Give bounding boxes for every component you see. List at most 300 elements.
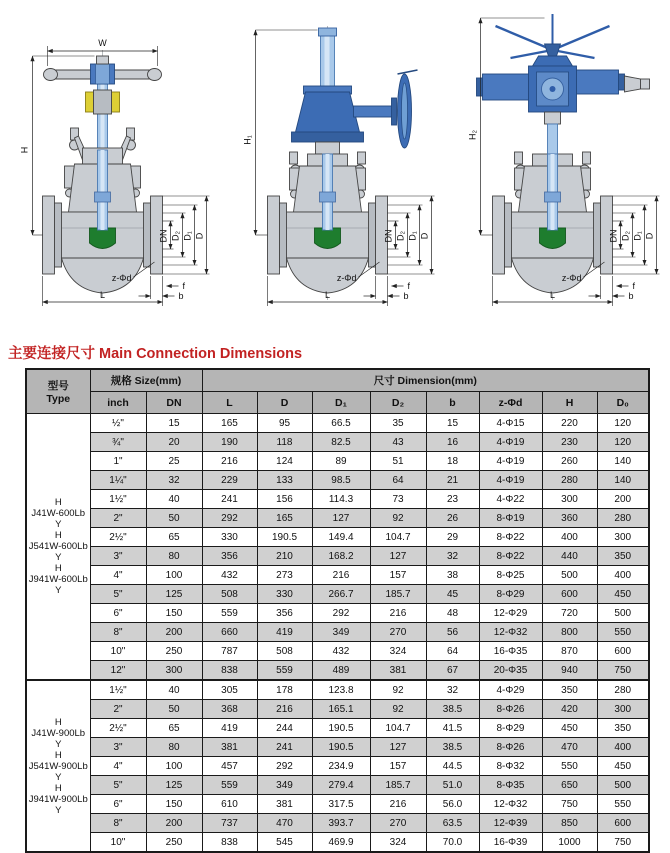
gear-housing xyxy=(296,92,360,132)
table-cell: 280 xyxy=(597,509,649,528)
table-cell: 273 xyxy=(257,566,312,585)
valve-type-line: J541W-600Lb xyxy=(28,541,88,552)
table-cell: 508 xyxy=(202,585,257,604)
table-cell: 317.5 xyxy=(312,795,370,814)
table-cell: 241 xyxy=(257,738,312,757)
table-cell: 419 xyxy=(202,719,257,738)
table-cell: 80 xyxy=(146,547,202,566)
table-cell: 216 xyxy=(202,452,257,471)
table-cell: 5" xyxy=(90,585,146,604)
col-header-inch: inch xyxy=(90,392,146,414)
valve-type-line: Y xyxy=(55,519,62,530)
table-cell: 21 xyxy=(426,471,479,490)
table-row xyxy=(26,566,649,585)
table-cell: 70.0 xyxy=(426,833,479,853)
table-cell: 500 xyxy=(597,604,649,623)
dim-label-w: W xyxy=(98,38,107,48)
table-cell: 1¼" xyxy=(90,471,146,490)
table-cell: 8-Φ22 xyxy=(479,528,542,547)
table-cell: 149.4 xyxy=(312,528,370,547)
table-cell: 8-Φ19 xyxy=(479,509,542,528)
table-cell: 470 xyxy=(542,738,597,757)
table-cell: 82.5 xyxy=(312,433,370,452)
table-cell: 545 xyxy=(257,833,312,853)
table-cell: 185.7 xyxy=(370,776,426,795)
table-cell: 368 xyxy=(202,700,257,719)
table-cell: 1000 xyxy=(542,833,597,853)
dim-label-dn: DN xyxy=(608,229,619,243)
table-cell: 324 xyxy=(370,833,426,853)
dim-label-l: L xyxy=(549,290,556,300)
table-cell: 38.5 xyxy=(426,700,479,719)
col-header-d2: D₂ xyxy=(370,392,426,414)
table-cell: 216 xyxy=(312,566,370,585)
table-cell: 234.9 xyxy=(312,757,370,776)
table-cell: 457 xyxy=(202,757,257,776)
table-cell: 349 xyxy=(312,623,370,642)
table-cell: 6" xyxy=(90,795,146,814)
table-row xyxy=(26,623,649,642)
table-cell: 50 xyxy=(146,700,202,719)
table-cell: 10" xyxy=(90,642,146,661)
table-cell: 838 xyxy=(202,833,257,853)
table-cell: 381 xyxy=(370,661,426,681)
table-cell: 940 xyxy=(542,661,597,681)
table-cell: 32 xyxy=(426,680,479,700)
table-cell: 400 xyxy=(597,738,649,757)
table-cell: 8-Φ29 xyxy=(479,585,542,604)
dim-label-b: b xyxy=(403,291,409,301)
table-cell: 610 xyxy=(202,795,257,814)
table-row xyxy=(26,757,649,776)
table-cell: 292 xyxy=(257,757,312,776)
table-cell: 1" xyxy=(90,452,146,471)
table-cell: 26 xyxy=(426,509,479,528)
table-cell: 800 xyxy=(542,623,597,642)
table-cell: 8" xyxy=(90,623,146,642)
table-cell: 349 xyxy=(257,776,312,795)
table-cell: 489 xyxy=(312,661,370,681)
table-cell: 750 xyxy=(542,795,597,814)
page-title xyxy=(8,342,670,363)
valve-type-line: Y xyxy=(55,738,62,750)
valve-type-line: H xyxy=(54,530,62,541)
dim-label-f: f xyxy=(407,281,411,291)
table-cell: 419 xyxy=(257,623,312,642)
table-cell: 8-Φ32 xyxy=(479,757,542,776)
table-cell: 95 xyxy=(257,414,312,433)
col-header-type-en: Type xyxy=(46,393,71,405)
table-cell: 200 xyxy=(597,490,649,509)
table-cell: 165 xyxy=(202,414,257,433)
dim-label-b: b xyxy=(178,291,184,301)
table-cell: 432 xyxy=(202,566,257,585)
table-cell: 125 xyxy=(146,585,202,604)
table-cell: 300 xyxy=(146,661,202,681)
table-cell: 157 xyxy=(370,757,426,776)
col-header-d1: D₁ xyxy=(312,392,370,414)
table-cell: 200 xyxy=(146,814,202,833)
drawing-electric-actuator-globe-valve xyxy=(450,0,670,335)
dim-label-d2: D₂ xyxy=(170,231,181,241)
table-cell: 8-Φ29 xyxy=(479,719,542,738)
table-cell: 229 xyxy=(202,471,257,490)
table-cell: 63.5 xyxy=(426,814,479,833)
table-row xyxy=(26,833,649,853)
table-cell: 650 xyxy=(542,776,597,795)
dim-label-l: L xyxy=(324,290,331,300)
table-cell: 450 xyxy=(542,719,597,738)
table-cell: 124 xyxy=(257,452,312,471)
table-cell: 260 xyxy=(542,452,597,471)
table-cell: 38 xyxy=(426,566,479,585)
gear-shaft xyxy=(354,106,396,117)
table-row xyxy=(26,700,649,719)
table-cell: 8-Φ26 xyxy=(479,700,542,719)
table-row xyxy=(26,547,649,566)
table-cell: 787 xyxy=(202,642,257,661)
table-cell: 65 xyxy=(146,528,202,547)
electric-actuator xyxy=(477,14,650,158)
table-cell: 127 xyxy=(370,738,426,757)
table-row xyxy=(26,604,649,623)
gear-actuator xyxy=(292,28,418,154)
valve-type-cell xyxy=(26,414,90,681)
table-cell: 4-Φ29 xyxy=(479,680,542,700)
valve-type-line: Y xyxy=(55,585,62,596)
valve-type-line: J41W-600Lb xyxy=(31,508,86,519)
table-cell: 25 xyxy=(146,452,202,471)
table-cell: 89 xyxy=(312,452,370,471)
table-cell: 838 xyxy=(202,661,257,681)
col-header-type-zh: 型号 xyxy=(47,380,69,392)
table-cell: 32 xyxy=(426,547,479,566)
seat-ring xyxy=(540,228,566,249)
table-cell: 16 xyxy=(426,433,479,452)
table-cell: 324 xyxy=(370,642,426,661)
table-cell: 4-Φ22 xyxy=(479,490,542,509)
table-row xyxy=(26,719,649,738)
table-cell: 3" xyxy=(90,738,146,757)
col-header-size: 规格 Size(mm) xyxy=(90,369,202,392)
table-cell: 241 xyxy=(202,490,257,509)
valve-body xyxy=(268,152,388,293)
table-row xyxy=(26,738,649,757)
col-header-l: L xyxy=(202,392,257,414)
dim-label-f: f xyxy=(182,281,186,291)
table-cell: 230 xyxy=(542,433,597,452)
table-cell: 737 xyxy=(202,814,257,833)
table-cell: 500 xyxy=(597,776,649,795)
table-cell: 356 xyxy=(257,604,312,623)
table-cell: 16-Φ35 xyxy=(479,642,542,661)
table-cell: 100 xyxy=(146,757,202,776)
table-cell: 190.5 xyxy=(312,738,370,757)
table-cell: 45 xyxy=(426,585,479,604)
table-cell: 660 xyxy=(202,623,257,642)
seat-ring xyxy=(315,228,341,249)
table-cell: 12-Φ39 xyxy=(479,814,542,833)
table-row xyxy=(26,509,649,528)
left-flange xyxy=(493,196,505,274)
table-cell: 56 xyxy=(426,623,479,642)
table-cell: 165.1 xyxy=(312,700,370,719)
table-cell: 870 xyxy=(542,642,597,661)
table-cell: 244 xyxy=(257,719,312,738)
table-cell: 400 xyxy=(597,566,649,585)
table-cell: 2" xyxy=(90,509,146,528)
table-cell: 292 xyxy=(312,604,370,623)
table-cell: 8-Φ25 xyxy=(479,566,542,585)
dim-label-d2: D₂ xyxy=(620,231,631,241)
table-cell: 23 xyxy=(426,490,479,509)
table-cell: 300 xyxy=(597,700,649,719)
dim-label-d1: D₁ xyxy=(632,231,643,241)
drawing-handwheel-globe-valve xyxy=(0,0,220,335)
table-cell: 350 xyxy=(597,719,649,738)
table-cell: 550 xyxy=(542,757,597,776)
table-cell: 48 xyxy=(426,604,479,623)
col-header-h: H xyxy=(542,392,597,414)
table-cell: 64 xyxy=(370,471,426,490)
table-cell: 127 xyxy=(312,509,370,528)
table-row xyxy=(26,452,649,471)
left-flange xyxy=(43,196,55,274)
valve-body xyxy=(43,128,163,293)
table-cell: 190 xyxy=(202,433,257,452)
table-cell: 559 xyxy=(202,776,257,795)
table-cell: 150 xyxy=(146,795,202,814)
table-cell: 190.5 xyxy=(257,528,312,547)
table-cell: 300 xyxy=(597,528,649,547)
dim-label-b: b xyxy=(628,291,634,301)
table-cell: 750 xyxy=(597,833,649,853)
table-cell: 20 xyxy=(146,433,202,452)
table-cell: 600 xyxy=(542,585,597,604)
table-cell: 118 xyxy=(257,433,312,452)
actuator-handwheel-spoke xyxy=(496,26,553,50)
valve-type-line: H xyxy=(54,563,62,574)
table-cell: 114.3 xyxy=(312,490,370,509)
dim-label-h2: H₂ xyxy=(467,130,478,140)
table-cell: 12-Φ32 xyxy=(479,795,542,814)
table-cell: 250 xyxy=(146,833,202,853)
table-cell: 270 xyxy=(370,814,426,833)
table-cell: 350 xyxy=(542,680,597,700)
table-cell: ¾" xyxy=(90,433,146,452)
table-cell: 330 xyxy=(202,528,257,547)
table-cell: 559 xyxy=(257,661,312,681)
table-cell: 200 xyxy=(146,623,202,642)
table-cell: 4" xyxy=(90,757,146,776)
table-cell: 32 xyxy=(146,471,202,490)
table-cell: 550 xyxy=(597,795,649,814)
page-title-en: Main Connection Dimensions xyxy=(99,346,303,362)
table-row xyxy=(26,795,649,814)
table-cell: 381 xyxy=(202,738,257,757)
table-cell: 330 xyxy=(257,585,312,604)
table-cell: 6" xyxy=(90,604,146,623)
table-cell: 50 xyxy=(146,509,202,528)
table-cell: 140 xyxy=(597,452,649,471)
table-cell: 4-Φ19 xyxy=(479,452,542,471)
table-cell: 216 xyxy=(257,700,312,719)
dim-label-zpd: z-Φd xyxy=(336,273,357,283)
table-cell: 185.7 xyxy=(370,585,426,604)
table-cell: 216 xyxy=(370,604,426,623)
dim-label-zpd: z-Φd xyxy=(561,273,582,283)
valve-type-line: J941W-600Lb xyxy=(28,574,88,585)
dim-label-d1: D₁ xyxy=(407,231,418,241)
table-cell: 4-Φ19 xyxy=(479,433,542,452)
dim-label-l: L xyxy=(99,290,106,300)
table-cell: 8-Φ35 xyxy=(479,776,542,795)
handwheel-assembly xyxy=(44,56,162,157)
table-cell: 450 xyxy=(597,585,649,604)
table-cell: 38.5 xyxy=(426,738,479,757)
col-header-d: D xyxy=(257,392,312,414)
table-cell: 40 xyxy=(146,680,202,700)
dim-label-dn: DN xyxy=(383,229,394,243)
table-cell: 220 xyxy=(542,414,597,433)
table-cell: 165 xyxy=(257,509,312,528)
table-cell: 15 xyxy=(146,414,202,433)
table-cell: 18 xyxy=(426,452,479,471)
table-cell: 4-Φ15 xyxy=(479,414,542,433)
dim-label-dn: DN xyxy=(158,229,169,243)
table-cell: 508 xyxy=(257,642,312,661)
table-cell: 3" xyxy=(90,547,146,566)
table-cell: 125 xyxy=(146,776,202,795)
table-cell: 280 xyxy=(597,680,649,700)
table-cell: 350 xyxy=(597,547,649,566)
table-cell: 8-Φ22 xyxy=(479,547,542,566)
table-cell: 56.0 xyxy=(426,795,479,814)
valve-type-line: H xyxy=(54,749,62,761)
table-cell: 156 xyxy=(257,490,312,509)
valve-type-cell xyxy=(26,680,90,852)
table-cell: 120 xyxy=(597,414,649,433)
dim-label-d: D xyxy=(419,232,430,240)
dim-label-zpd: z-Φd xyxy=(111,273,132,283)
valve-type-line: H xyxy=(54,497,62,508)
table-row xyxy=(26,776,649,795)
table-cell: 67 xyxy=(426,661,479,681)
table-cell: 127 xyxy=(370,547,426,566)
dim-label-h1: H₁ xyxy=(242,135,253,145)
actuator-right-cylinder xyxy=(577,70,619,94)
table-cell: 210 xyxy=(257,547,312,566)
table-cell: 12-Φ32 xyxy=(479,623,542,642)
table-cell: 98.5 xyxy=(312,471,370,490)
table-row xyxy=(26,661,649,681)
table-cell: 550 xyxy=(597,623,649,642)
table-cell: 850 xyxy=(542,814,597,833)
table-cell: 720 xyxy=(542,604,597,623)
table-cell: 51 xyxy=(370,452,426,471)
table-cell: 300 xyxy=(542,490,597,509)
table-cell: 104.7 xyxy=(370,528,426,547)
drawing-bevel-gear-globe-valve xyxy=(225,0,445,335)
table-cell: 356 xyxy=(202,547,257,566)
table-cell: 150 xyxy=(146,604,202,623)
dimension-table xyxy=(25,368,650,853)
dim-label-d2: D₂ xyxy=(395,231,406,241)
table-cell: 123.8 xyxy=(312,680,370,700)
table-cell: 280 xyxy=(542,471,597,490)
table-cell: 65 xyxy=(146,719,202,738)
table-cell: 4" xyxy=(90,566,146,585)
dim-label-d: D xyxy=(194,232,205,240)
col-header-d0: D₀ xyxy=(597,392,649,414)
table-cell: 15 xyxy=(426,414,479,433)
table-row xyxy=(26,642,649,661)
dim-label-f: f xyxy=(632,281,636,291)
table-cell: 41.5 xyxy=(426,719,479,738)
seat-ring xyxy=(90,228,116,249)
table-row xyxy=(26,414,649,433)
table-cell: 270 xyxy=(370,623,426,642)
table-cell: 381 xyxy=(257,795,312,814)
valve-type-line: Y xyxy=(55,771,62,783)
table-row xyxy=(26,433,649,452)
table-cell: 120 xyxy=(597,433,649,452)
table-cell: 100 xyxy=(146,566,202,585)
valve-type-line: H xyxy=(54,782,62,794)
table-cell: 750 xyxy=(597,661,649,681)
table-cell: 1½" xyxy=(90,680,146,700)
table-cell: 600 xyxy=(597,814,649,833)
table-cell: 12" xyxy=(90,661,146,681)
table-cell: 51.0 xyxy=(426,776,479,795)
table-cell: 92 xyxy=(370,509,426,528)
col-header-b: b xyxy=(426,392,479,414)
table-row xyxy=(26,471,649,490)
table-cell: 1½" xyxy=(90,490,146,509)
table-cell: 500 xyxy=(542,566,597,585)
table-cell: 600 xyxy=(597,642,649,661)
table-cell: 305 xyxy=(202,680,257,700)
table-row xyxy=(26,490,649,509)
valve-type-line: H xyxy=(54,716,62,728)
table-cell: 360 xyxy=(542,509,597,528)
table-cell: 450 xyxy=(597,757,649,776)
table-cell: 470 xyxy=(257,814,312,833)
table-cell: 73 xyxy=(370,490,426,509)
dim-label-h: H xyxy=(19,146,30,154)
table-cell: 133 xyxy=(257,471,312,490)
table-cell: 4-Φ19 xyxy=(479,471,542,490)
table-cell: 190.5 xyxy=(312,719,370,738)
table-cell: 168.2 xyxy=(312,547,370,566)
table-cell: 16-Φ39 xyxy=(479,833,542,853)
table-cell: 216 xyxy=(370,795,426,814)
table-cell: ½" xyxy=(90,414,146,433)
dim-label-d1: D₁ xyxy=(182,231,193,241)
col-header-zpd: z-Φd xyxy=(479,392,542,414)
table-cell: 44.5 xyxy=(426,757,479,776)
table-cell: 10" xyxy=(90,833,146,853)
table-cell: 266.7 xyxy=(312,585,370,604)
table-cell: 20-Φ35 xyxy=(479,661,542,681)
table-cell: 43 xyxy=(370,433,426,452)
valve-body xyxy=(493,152,613,293)
table-cell: 66.5 xyxy=(312,414,370,433)
valve-drawings xyxy=(0,0,670,338)
table-row xyxy=(26,680,649,700)
table-cell: 40 xyxy=(146,490,202,509)
table-cell: 2" xyxy=(90,700,146,719)
